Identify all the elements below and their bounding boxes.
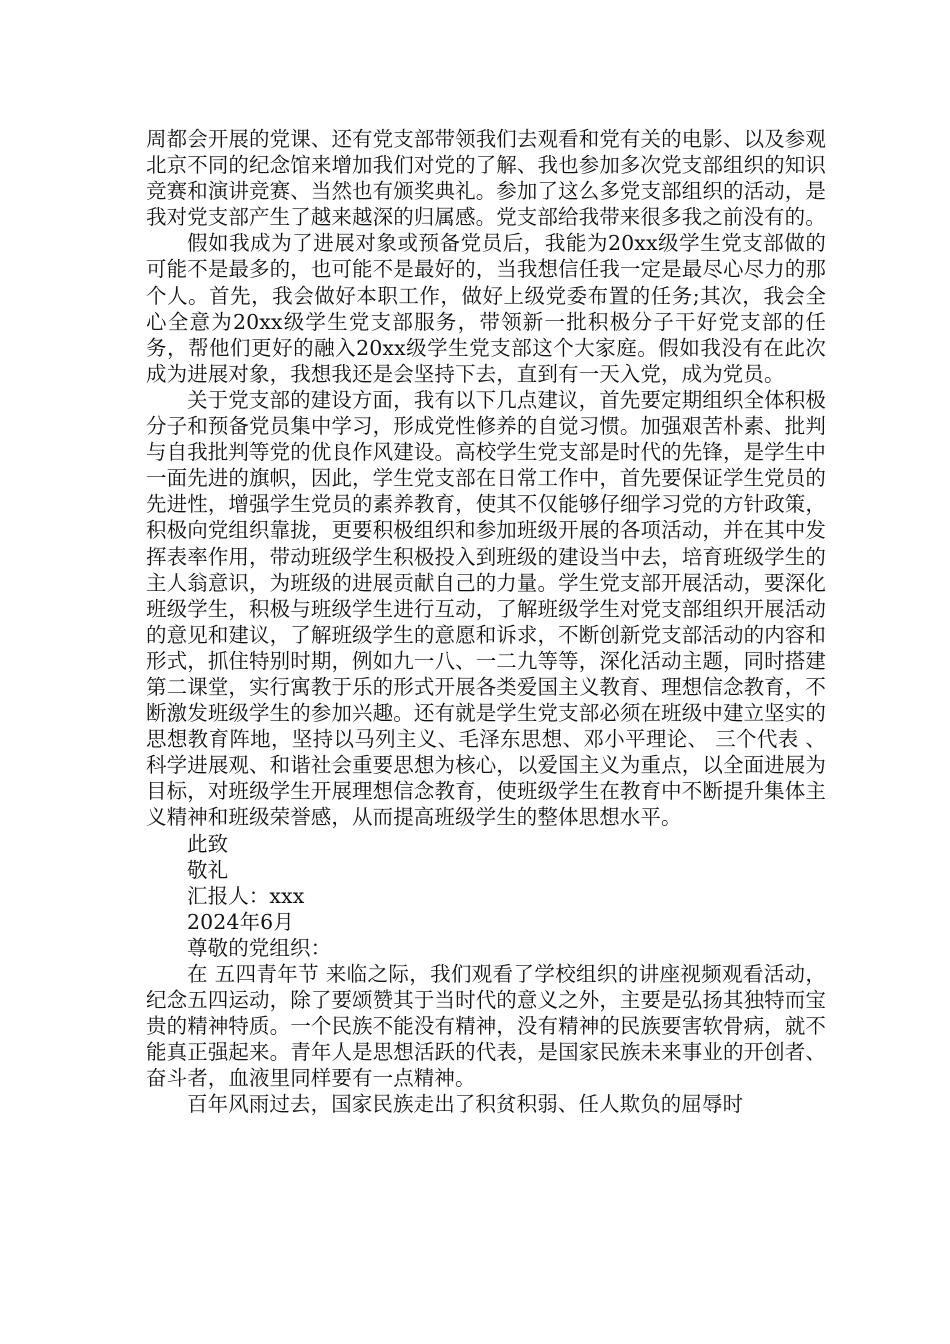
- report-date: 2024年6月: [187, 909, 294, 934]
- paragraph-1: 周都会开展的党课、还有党支部带领我们去观看和党有关的电影、以及参观北京不同的纪念馆来增加我们对党的了解、我也参加多次党支部组织的知识竞赛和演讲竞赛、当然也有颁奖典礼。参加了这么多党支部组织的活动，是我对党支部产生了越来越深的归属感。党支部给我带来很多我之前没有的。: [146, 127, 826, 230]
- paragraph-2: 假如我成为了进展对象或预备党员后，我能为20xx级学生党支部做的可能不是最多的，也可能不是最好的，当我想信任我一定是最尽心尽力的那个人。首先，我会做好本职工作，做好上级党委布置的任务;其次，我会全心全意为20xx级学生党支部服务，带领新一批积极分子干好党支部的任务，帮他们更好的融入20xx级学生党支部这个大家庭。假如我没有在此次成为进展对象，我想我还是会坚持下去，直到有一天入党，成为党员。: [146, 231, 826, 386]
- closing-respect: 敬礼: [187, 857, 229, 882]
- letter-greeting: 尊敬的党组织：: [187, 935, 332, 960]
- paragraph-3: 关于党支部的建设方面，我有以下几点建议，首先要定期组织全体积极分子和预备党员集中学习，形成党性修养的自觉习惯。加强艰苦朴素、批判与自我批判等党的优良作风建设。高校学生党支部是时代的先锋，是学生中一面先进的旗帜，因此，学生党支部在日常工作中，首先要保证学生党员的先进性，增强学生党员的素养教育，使其不仅能够仔细学习党的方针政策，积极向党组织靠拢，更要积极组织和参加班级开展的各项活动，并在其中发挥表率作用，带动班级学生积极投入到班级的建设当中去，培育班级学生的主人翁意识，为班级的进展贡献自己的力量。学生党支部开展活动，要深化班级学生，积极与班级学生进行互动，了解班级学生对党支部组织开展活动的意见和建议，了解班级学生的意愿和诉求，不断创新党支部活动的内容和形式，抓住特别时期，例如九一八、一二九等等，深化活动主题，同时搭建第二课堂，实行寓教于乐的形式开展各类爱国主义教育、理想信念教育，不断激发班级学生的参加兴趣。还有就是学生党支部必须在班级中建立坚实的思想教育阵地，坚持以马列主义、毛泽东思想、邓小平理论、 三个代表 、科学进展观、和谐社会重要思想为核心，以爱国主义为重点，以全面进展为目标，对班级学生开展理想信念教育，使班级学生在教育中不断提升集体主义精神和班级荣誉感，从而提高班级学生的整体思想水平。: [146, 387, 826, 830]
- closing-salutation: 此致: [187, 831, 229, 856]
- reporter-signature: 汇报人：xxx: [187, 883, 305, 908]
- document-page: [146, 126, 826, 1118]
- letter-paragraph-1: 在 五四青年节 来临之际，我们观看了学校组织的讲座视频观看活动，纪念五四运动，除了要颂赞其于当时代的意义之外，主要是弘扬其独特而宝贵的精神特质。一个民族不能没有精神，没有精神的民族要害软骨病，就不能真正强起来。青年人是思想活跃的代表，是国家民族未来事业的开创者、奋斗者，血液里同样要有一点精神。: [146, 962, 826, 1091]
- letter-paragraph-2: 百年风雨过去，国家民族走出了积贫积弱、任人欺负的屈辱时: [187, 1092, 744, 1117]
